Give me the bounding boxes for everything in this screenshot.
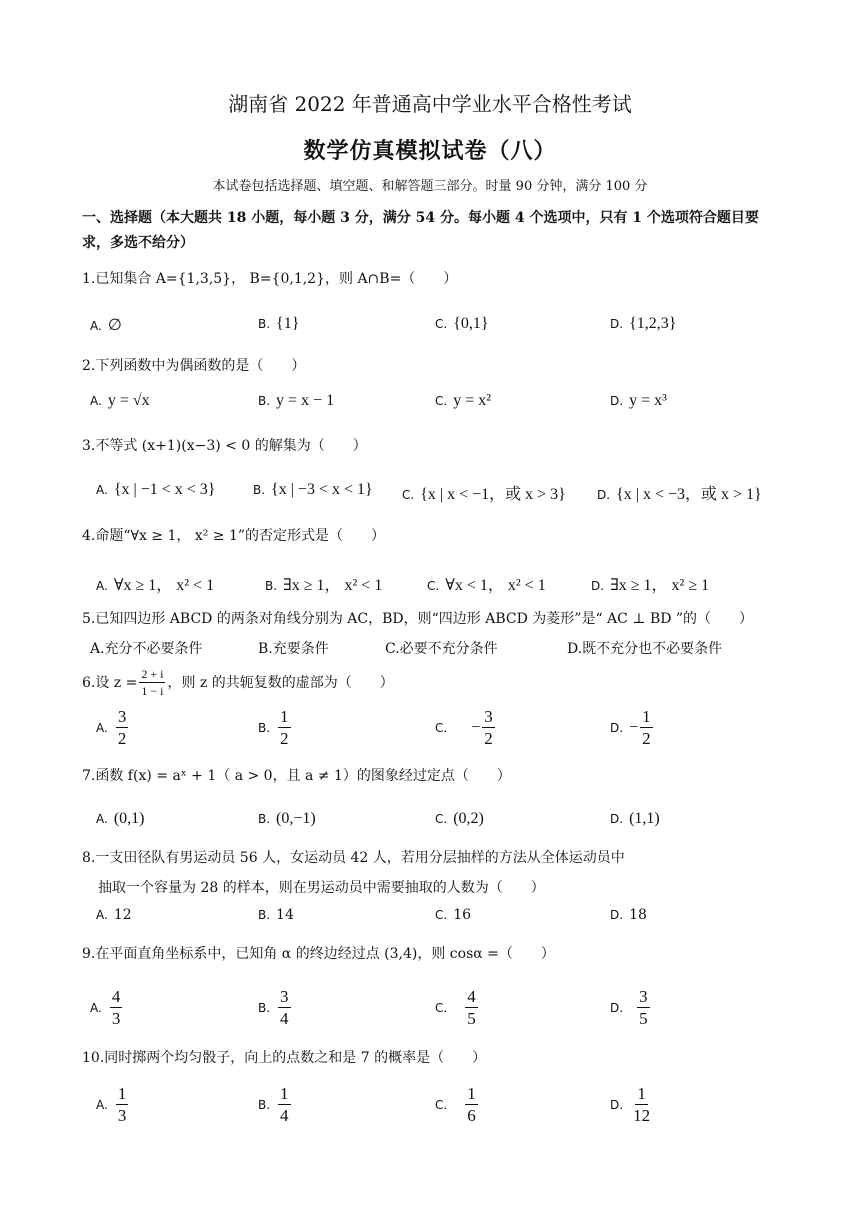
option-b-label: B. bbox=[258, 394, 271, 408]
numerator: 4 bbox=[467, 987, 476, 1006]
option-d-value: {x | x < −3，或 x > 1} bbox=[616, 486, 762, 503]
question-8-stem-line2: 抽取一个容量为 28 的样本，则在男运动员中需要抽取的人数为（ ） bbox=[98, 880, 545, 896]
option-a-fraction bbox=[116, 1085, 129, 1125]
numerator: 3 bbox=[117, 707, 127, 726]
option-a-label: A. bbox=[96, 812, 108, 826]
option-b-label: B. bbox=[258, 1001, 271, 1015]
option-b: B.充要条件 bbox=[258, 641, 329, 657]
option-a-fraction bbox=[110, 988, 123, 1028]
question-7-stem: 7.函数 f(x) = aˣ + 1（ a > 0，且 a ≠ 1）的图象经过定点（ ） bbox=[82, 768, 511, 784]
denominator: 2 bbox=[117, 729, 127, 748]
question-4-stem: 4.命题“∀x ≥ 1， x² ≥ 1”的否定形式是（ ） bbox=[82, 528, 386, 544]
question-2-stem: 2.下列函数中为偶函数的是（ ） bbox=[82, 358, 306, 374]
option-b-fraction bbox=[278, 1085, 291, 1125]
option-a-label: A. bbox=[96, 908, 108, 922]
denominator: 5 bbox=[639, 1009, 648, 1028]
numerator: 1 bbox=[117, 1084, 127, 1103]
option-a-label: A. bbox=[90, 394, 102, 408]
option-c-label: C. bbox=[435, 721, 448, 735]
denominator: 5 bbox=[467, 1009, 476, 1028]
question-5-stem: 5.已知四边形 ABCD 的两条对角线分别为 AC，BD，则“四边形 ABCD 为菱形”是“ AC ⊥ BD ”的（ ） bbox=[82, 611, 754, 627]
question-10-stem: 10.同时掷两个均匀骰子，向上的点数之和是 7 的概率是（ ） bbox=[82, 1050, 487, 1066]
denominator: 1 − i bbox=[141, 684, 164, 698]
option-c-label: C. bbox=[435, 908, 448, 922]
option-c-value: 16 bbox=[453, 907, 472, 923]
option-c-label: C. bbox=[435, 1098, 448, 1112]
exam-info: 本试卷包括选择题、填空题、和解答题三部分。时量 90 分钟，满分 100 分 bbox=[212, 179, 648, 194]
question-9-stem: 9.在平面直角坐标系中，已知角 α 的终边经过点 (3,4)，则 cosα =（ ） bbox=[82, 946, 555, 962]
question-8-stem: 8.一支田径队有男运动员 56 人，女运动员 42 人，若用分层抽样的方法从全体运动员中 bbox=[82, 850, 625, 866]
option-c-label: C. bbox=[435, 317, 448, 331]
numerator: 1 bbox=[280, 1084, 289, 1103]
option-d-label: D. bbox=[610, 1001, 624, 1015]
option-d-value: {1,2,3} bbox=[629, 315, 677, 332]
option-a-fraction bbox=[116, 708, 129, 748]
option-a-value: (0,1) bbox=[113, 810, 145, 827]
question-3-stem: 3.不等式 (x+1)(x−3) < 0 的解集为（ ） bbox=[82, 438, 367, 454]
option-b-value: {1} bbox=[276, 315, 300, 332]
numerator: 3 bbox=[639, 987, 648, 1006]
option-a-value: {x | −1 < x < 3} bbox=[113, 481, 216, 498]
option-c-fraction bbox=[465, 1085, 478, 1125]
minus-sign: − bbox=[629, 719, 639, 736]
option-b-label: B. bbox=[265, 579, 278, 593]
option-a-label: A. bbox=[96, 1098, 108, 1112]
option-b-value: (0,−1) bbox=[276, 810, 316, 827]
option-d-label: D. bbox=[610, 1098, 624, 1112]
option-b-value: y = x − 1 bbox=[276, 392, 335, 409]
option-a-value: ∀x ≥ 1， x² < 1 bbox=[113, 577, 215, 594]
option-c-fraction bbox=[482, 708, 495, 748]
option-a: A.充分不必要条件 bbox=[90, 641, 203, 657]
option-a-label: A. bbox=[96, 579, 108, 593]
option-c-label: C. bbox=[402, 488, 415, 502]
numerator: 1 bbox=[642, 707, 651, 726]
option-d-value: ∃x ≥ 1， x² ≥ 1 bbox=[610, 577, 710, 594]
denominator: 3 bbox=[111, 1009, 121, 1028]
stem-text: 6.设 z = bbox=[82, 675, 138, 691]
numerator: 3 bbox=[484, 707, 493, 726]
option-d-fraction bbox=[640, 708, 653, 748]
numerator: 1 bbox=[467, 1084, 476, 1103]
option-c-value: {0,1} bbox=[453, 315, 489, 332]
option-b-label: B. bbox=[253, 483, 266, 497]
denominator: 4 bbox=[280, 1009, 289, 1028]
option-d-value: y = x³ bbox=[629, 392, 667, 409]
option-b-label: B. bbox=[258, 721, 271, 735]
option-a-label: A. bbox=[96, 721, 108, 735]
option-b-fraction bbox=[278, 708, 291, 748]
option-c: C.必要不充分条件 bbox=[385, 641, 498, 657]
option-b-value: 14 bbox=[276, 907, 294, 923]
option-b-value: ∃x ≥ 1， x² < 1 bbox=[283, 577, 383, 594]
option-d-value: 18 bbox=[629, 907, 647, 923]
option-d: D.既不充分也不必要条件 bbox=[567, 641, 723, 657]
option-d-label: D. bbox=[610, 317, 624, 331]
denominator: 4 bbox=[280, 1106, 289, 1125]
option-d-label: D. bbox=[610, 721, 624, 735]
option-b-value: {x | −3 < x < 1} bbox=[271, 481, 373, 498]
option-b-label: B. bbox=[258, 317, 271, 331]
denominator: 12 bbox=[633, 1106, 651, 1125]
question-6-stem bbox=[82, 668, 394, 698]
option-d-label: D. bbox=[610, 812, 624, 826]
section-heading: 一、选择题（本大题共 18 小题，每小题 3 分，满分 54 分。每小题 4 个选项中，只有 1 个选项符合题目要求，多选不给分） bbox=[82, 210, 759, 251]
denominator: 2 bbox=[642, 729, 651, 748]
option-c-value: (0,2) bbox=[453, 810, 484, 827]
option-d-label: D. bbox=[591, 579, 605, 593]
exam-title: 湖南省 2022 年普通高中学业水平合格性考试 bbox=[228, 92, 632, 116]
option-c-label: C. bbox=[435, 394, 448, 408]
option-a-label: A. bbox=[96, 483, 108, 497]
option-c-fraction bbox=[465, 988, 478, 1028]
option-d-label: D. bbox=[610, 394, 624, 408]
numerator: 2 + i bbox=[141, 667, 164, 681]
option-b-label: B. bbox=[258, 812, 271, 826]
minus-sign: − bbox=[471, 719, 481, 736]
numerator: 3 bbox=[280, 987, 289, 1006]
denominator: 2 bbox=[484, 729, 493, 748]
numerator: 1 bbox=[280, 707, 289, 726]
denominator: 6 bbox=[467, 1106, 476, 1125]
option-a-value: ∅ bbox=[107, 317, 122, 334]
option-a-label: A. bbox=[90, 1001, 102, 1015]
denominator: 3 bbox=[117, 1106, 127, 1125]
option-c-label: C. bbox=[435, 812, 448, 826]
option-a-value: y = √x bbox=[107, 392, 150, 409]
option-d-value: (1,1) bbox=[629, 810, 660, 827]
numerator: 1 bbox=[637, 1084, 646, 1103]
option-c-label: C. bbox=[427, 579, 440, 593]
option-b-label: B. bbox=[258, 1098, 271, 1112]
option-b-fraction bbox=[278, 988, 291, 1028]
option-c-value: y = x² bbox=[453, 392, 492, 409]
numerator: 4 bbox=[111, 987, 121, 1006]
question-1-stem: 1.已知集合 A={1,3,5}， B={0,1,2}，则 A∩B=（ ） bbox=[82, 271, 458, 287]
option-c-label: C. bbox=[435, 1001, 448, 1015]
denominator: 2 bbox=[280, 729, 289, 748]
option-d-fraction bbox=[637, 988, 650, 1028]
stem-text: ，则 z 的共轭复数的虚部为（ ） bbox=[167, 675, 394, 691]
option-b-label: B. bbox=[258, 908, 271, 922]
fraction bbox=[139, 668, 165, 698]
option-a-label: A. bbox=[90, 319, 102, 333]
option-c-value: {x | x < −1，或 x > 3} bbox=[420, 486, 566, 503]
option-d-label: D. bbox=[597, 488, 611, 502]
option-c-value: ∀x < 1， x² < 1 bbox=[445, 577, 546, 594]
option-a-value: 12 bbox=[113, 907, 132, 923]
exam-subtitle: 数学仿真模拟试卷（八） bbox=[303, 138, 557, 164]
option-d-label: D. bbox=[610, 908, 624, 922]
option-d-fraction bbox=[631, 1085, 652, 1125]
